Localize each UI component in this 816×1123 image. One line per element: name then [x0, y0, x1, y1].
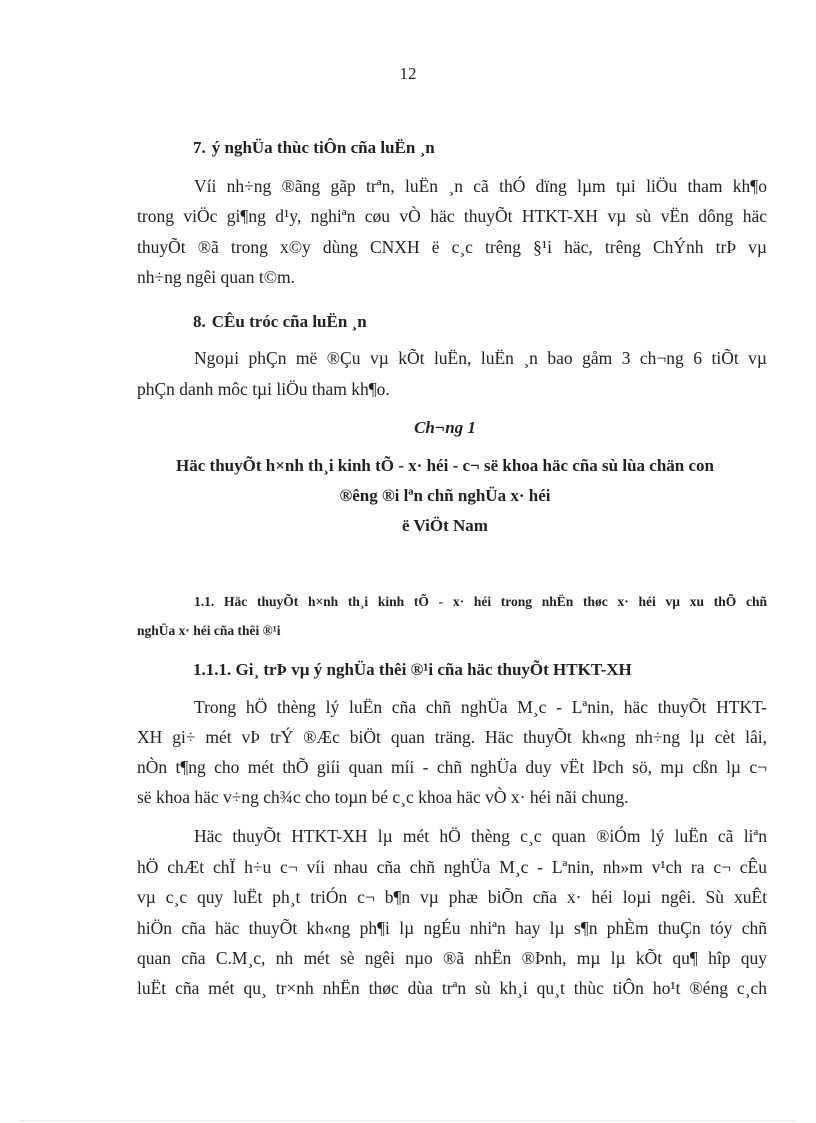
p1-line-2: XH gi÷ mét vÞ trÝ ®Æc biÖt quan träng. Häc thuyÕt kh«ng nh÷ng lµ cèt lâi, [137, 727, 767, 747]
section-8-heading [193, 312, 367, 332]
subsection-1-1-line-2: nghÜa x· héi cña thêi ®¹i [137, 623, 281, 638]
p1-line-4: së khoa häc v÷ng ch¾c cho toµn bé c¸c khoa häc vÒ x· héi nãi chung. [137, 787, 629, 807]
s7-line-3: thuyÕt ®ã trong x©y dùng CNXH ë c¸c trêng §¹i häc, trêng ChÝnh trÞ vµ [137, 237, 767, 257]
page-number: 12 [399, 64, 417, 83]
p2-line-1: Häc thuyÕt HTKT-XH lµ mét hÖ thèng c¸c quan ®iÓm lý luËn cã liªn [194, 826, 767, 846]
section-7-heading [193, 138, 435, 158]
chapter-title-line-1: Häc thuyÕt h×nh th¸i kinh tÕ - x· héi - c¬ së khoa häc cña sù lùa chän con [176, 456, 714, 475]
section-8-title: CÊu tróc cña luËn ¸n [211, 312, 367, 331]
subsection-1-1-1-title: 1.1.1. Gi¸ trÞ vµ ý nghÜa thêi ®¹i cña häc thuyÕt HTKT-XH [193, 660, 632, 679]
chapter-title-line-2: ®êng ®i lªn chñ nghÜa x· héi [339, 486, 551, 505]
s7-line-4: nh÷ng ngêi quan t©m. [137, 267, 296, 287]
s8-line-1: Ngoµi phÇn më ®Çu vµ kÕt luËn, luËn ¸n bao gåm 3 ch¬ng 6 tiÕt vµ [194, 348, 767, 368]
section-7-number: 7. [193, 138, 206, 157]
chapter-label: Ch¬ng 1 [414, 418, 476, 437]
section-7-title: ý nghÜa thùc tiÔn cña luËn ¸n [211, 138, 435, 157]
p2-line-3: vµ c¸c quy luËt ph¸t triÓn c¬ b¶n vµ phæ biÕn cña x· héi loµi ngêi. Sù xuÊt [137, 887, 767, 907]
subsection-1-1-line-1: 1.1. Häc thuyÕt h×nh th¸i kinh tÕ - x· héi trong nhËn thøc x· héi vµ xu thÕ chñ [194, 594, 767, 609]
s7-line-2: trong viÖc gi¶ng d¹y, nghiªn cøu vÒ häc thuyÕt HTKT-XH vµ sù vËn dông häc [137, 206, 767, 226]
p2-line-4: hiÖn cña häc thuyÕt kh«ng ph¶i lµ ngÉu nhiªn hay lµ s¶n phÈm thuÇn tóy chñ [137, 918, 767, 938]
p2-line-6: luËt cña mét qu¸ tr×nh nhËn thøc dùa trªn sù kh¸i qu¸t thùc tiÔn ho¹t ®éng c¸ch [137, 978, 767, 998]
s8-line-2: phÇn danh môc tµi liÖu tham kh¶o. [137, 379, 390, 399]
p2-line-2: hÖ chÆt chÏ h÷u c¬ víi nhau cña chñ nghÜa M¸c - Lªnin, nh»m v¹ch ra c¬ cÊu [137, 857, 767, 877]
chapter-title-line-3: ë ViÖt Nam [402, 516, 488, 535]
p1-line-3: nÒn t¶ng cho mét thÕ giíi quan míi - chñ nghÜa duy vËt lÞch sö, mµ cßn lµ c¬ [137, 757, 767, 777]
page-bottom-divider [20, 1120, 796, 1121]
s7-line-1: Víi nh÷ng ®ãng gãp trªn, luËn ¸n cã thÓ dïng lµm tµi liÖu tham kh¶o [194, 176, 767, 196]
p2-line-5: quan cña C.M¸c, nh mét sè ngêi nµo ®ã nhËn ®Þnh, mµ lµ kÕt qu¶ hîp quy [137, 948, 767, 968]
p1-line-1: Trong hÖ thèng lý luËn cña chñ nghÜa M¸c - Lªnin, häc thuyÕt HTKT- [194, 697, 767, 717]
section-8-number: 8. [193, 312, 206, 331]
